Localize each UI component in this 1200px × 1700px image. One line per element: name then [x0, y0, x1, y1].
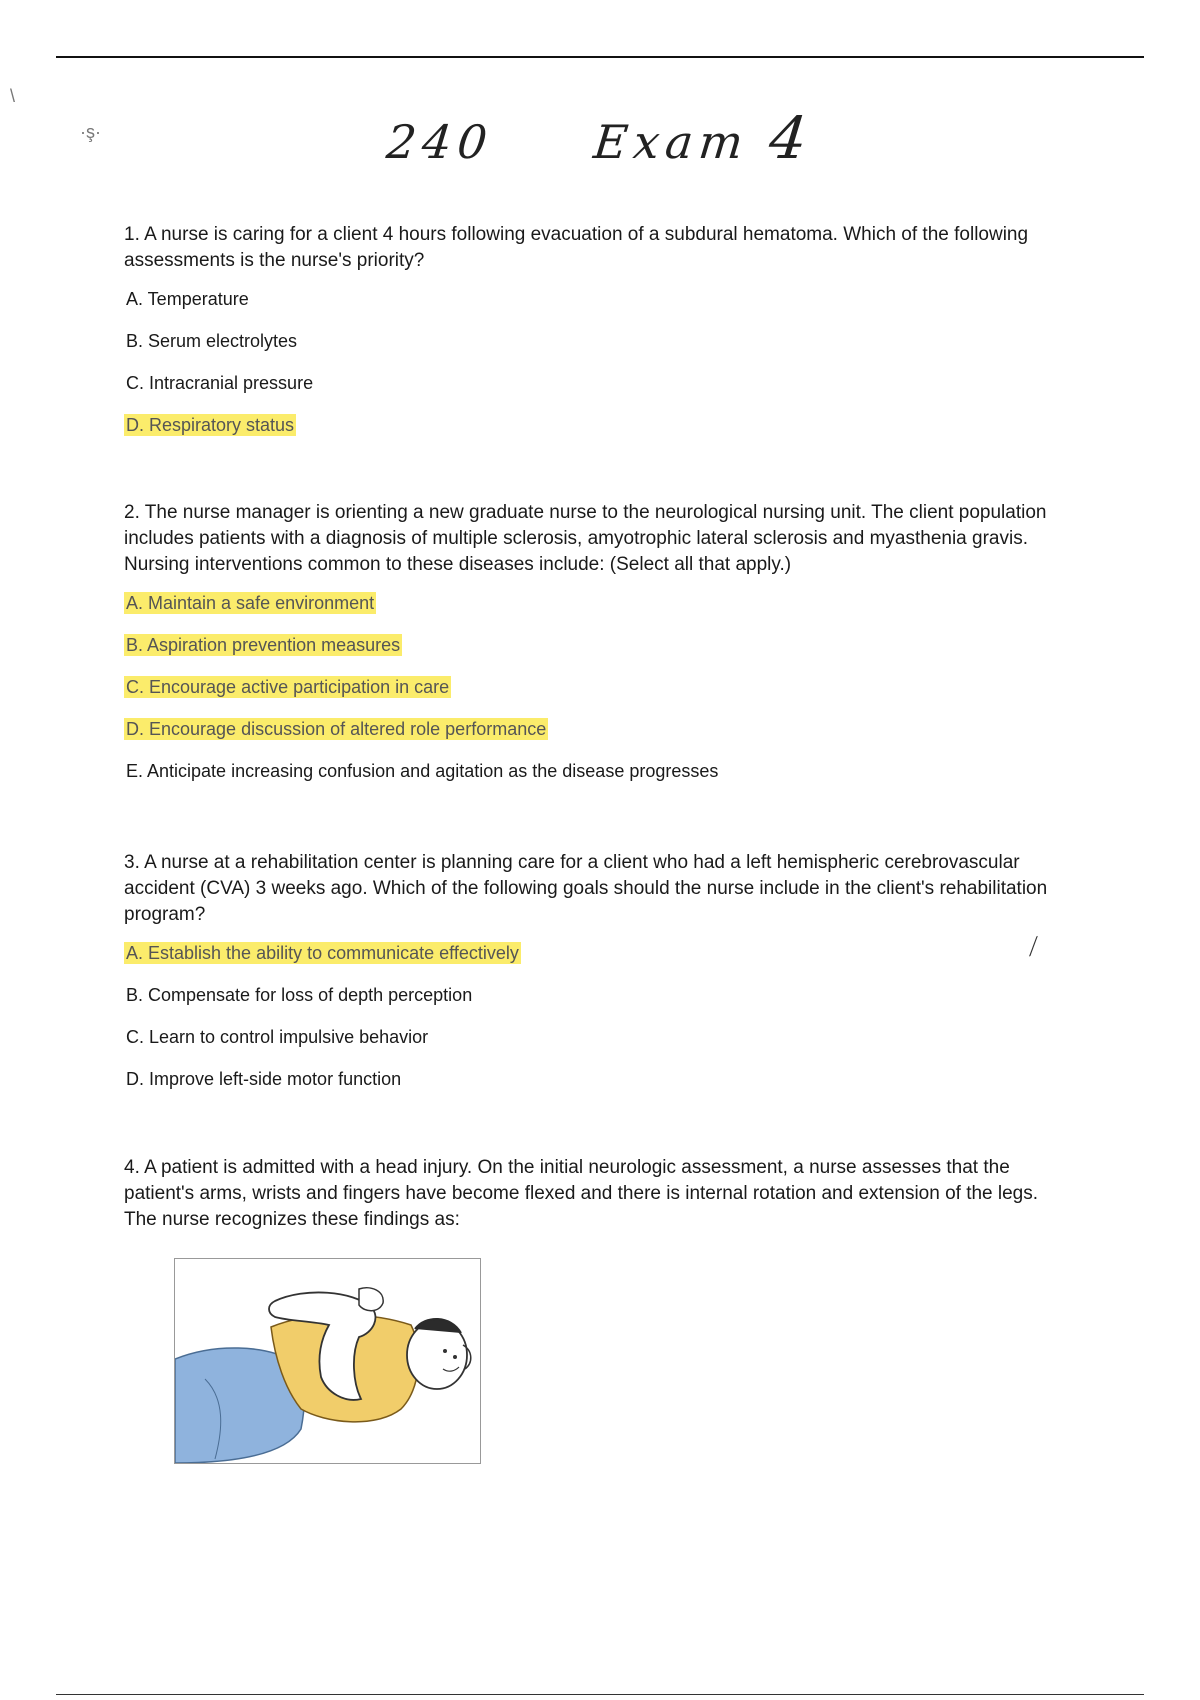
answer-option: E. Anticipate increasing confusion and agitation as the disease progresses: [126, 761, 719, 781]
answer-option-highlighted: B. Aspiration prevention measures: [126, 635, 401, 655]
question-stem: 1. A nurse is caring for a client 4 hours following evacuation of a subdural hematoma. Which of the following assessments is the nurse's priority?: [124, 224, 1029, 271]
answer-option-highlighted: A. Maintain a safe environment: [126, 593, 375, 613]
answer-option-highlighted: C. Encourage active participation in care: [126, 677, 450, 697]
answer-option: C. Learn to control impulsive behavior: [126, 1027, 429, 1047]
question-stem: 3. A nurse at a rehabilitation center is planning care for a client who had a left hemispheric cerebrovascular accident (CVA) 3 weeks ago. Which of the following goals should the nurse include in the client's rehabilitation program?: [124, 852, 1048, 925]
question-stem: 4. A patient is admitted with a head injury. On the initial neurologic assessment, a nurse assesses that the patient's arms, wrists and fingers have become flexed and there is internal rotation and extension of the legs. The nurse recognizes these findings as:: [124, 1157, 1039, 1230]
question-stem: 2. The nurse manager is orienting a new graduate nurse to the neurological nursing unit. The client population includes patients with a diagnosis of multiple sclerosis, amyotrophic lateral sclerosis and myasthenia gravis. Nursing interventions common to these diseases include: (Select all that apply.): [124, 502, 1047, 575]
answer-option-highlighted: D. Encourage discussion of altered role performance: [126, 719, 547, 739]
exam-word: Exam: [591, 115, 752, 169]
scan-artifact: ·ş·: [80, 122, 101, 142]
patient-figure-svg: [175, 1259, 480, 1463]
exam-number: 4: [766, 104, 817, 172]
answer-option: B. Serum electrolytes: [126, 331, 298, 351]
answer-option-highlighted: D. Respiratory status: [126, 415, 295, 435]
answer-option: C. Intracranial pressure: [126, 373, 314, 393]
top-rule: [56, 56, 1144, 58]
answer-option: D. Improve left-side motor function: [126, 1069, 402, 1089]
bottom-rule: [56, 1694, 1144, 1695]
scan-artifact: \: [10, 86, 16, 106]
question-3: [124, 850, 1064, 1108]
answer-option-highlighted: A. Establish the ability to communicate effectively: [126, 943, 519, 963]
page-title: [0, 104, 1200, 172]
pen-mark: ⟋: [1022, 932, 1046, 961]
patient-hand: [359, 1288, 383, 1311]
answer-option: B. Compensate for loss of depth perception: [126, 985, 473, 1005]
answer-option: A. Temperature: [126, 289, 249, 309]
question-4: [124, 1155, 1064, 1245]
decorticate-posture-illustration: [174, 1258, 481, 1464]
question-2: [124, 500, 1064, 800]
course-number: 240: [384, 115, 496, 169]
question-1: [124, 222, 1064, 454]
